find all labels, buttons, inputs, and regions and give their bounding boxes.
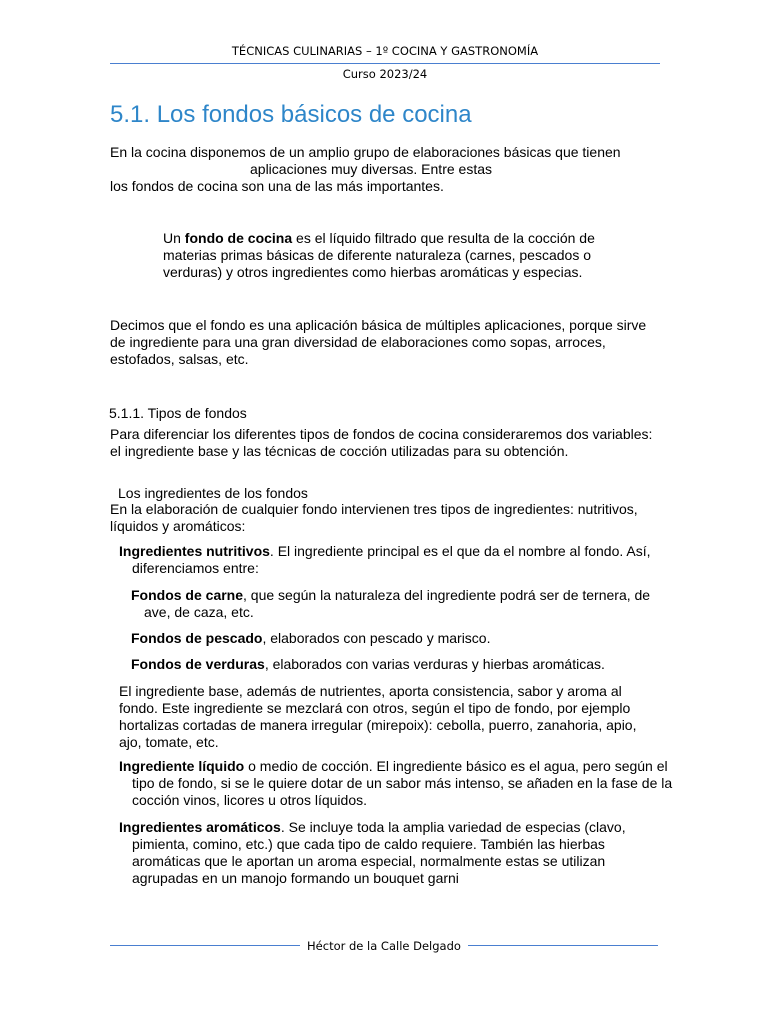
section-title: 5.1. Los fondos básicos de cocina	[110, 101, 472, 128]
verduras-term: Fondos de verduras	[131, 656, 265, 672]
footer-rule-right	[468, 945, 658, 946]
aromaticos-text: . Se incluye toda la amplia variedad de especias (clavo, pimienta, comino, etc.) que cada tipo de caldo requiere. También las hierbas aromáticas que le aportan un aroma especial, normalmente estas se utilizan agrupadas en un manojo formando un bouquet garni	[132, 819, 626, 886]
definition-pre: Un	[163, 230, 185, 246]
aromaticos-term: Ingredientes aromáticos	[119, 819, 281, 835]
footer-rule-left	[110, 945, 300, 946]
types-paragraph: Para diferenciar los diferentes tipos de fondos de cocina consideraremos dos variables: el ingrediente base y las técnicas de cocción utilizadas para su obtención.	[110, 426, 653, 459]
header-title: TÉCNICAS CULINARIAS – 1º COCINA Y GASTRONOMÍA	[231, 44, 539, 58]
liquido-item	[119, 758, 677, 809]
header-course: Curso 2023/24	[342, 67, 428, 81]
base-paragraph: El ingrediente base, además de nutrientes, aporta consistencia, sabor y aroma al fondo. Este ingrediente se mezclará con otros, según el tipo de fondo, por ejemplo hortalizas cortadas de manera irregular (mirepoix): cebolla, puerro, zanahoria, apio, ajo, tomate, etc.	[119, 683, 637, 750]
header-rule	[110, 63, 660, 64]
pescado-text: , elaborados con pescado y marisco.	[262, 630, 491, 646]
usage-paragraph: Decimos que el fondo es una aplicación básica de múltiples aplicaciones, porque sirve de ingrediente para una gran diversidad de elaboraciones como sopas, arroces, estofados, salsas, etc.	[110, 317, 647, 367]
definition-term: fondo de cocina	[184, 230, 293, 246]
carne-text: , que según la naturaleza del ingrediente podrá ser de ternera, de ave, de caza, etc.	[144, 587, 651, 620]
footer-author: Héctor de la Calle Delgado	[307, 939, 461, 953]
carne-term: Fondos de carne	[131, 587, 244, 603]
nutritivos-item	[119, 543, 677, 577]
liquido-text: o medio de cocción. El ingrediente básico es el agua, pero según el tipo de fondo, si se le quiere dotar de un sabor más intenso, se añaden en la fase de la cocción vinos, licores u otros líquidos.	[132, 758, 673, 808]
nutritivos-term: Ingredientes nutritivos	[119, 543, 270, 559]
intro-line-2: aplicaciones muy diversas. Entre estas	[250, 161, 492, 177]
liquido-term: Ingrediente líquido	[119, 758, 245, 774]
pescado-term: Fondos de pescado	[131, 630, 263, 646]
subsection-title: 5.1.1. Tipos de fondos	[109, 405, 247, 421]
carne-item	[131, 587, 674, 621]
intro-line-3: los fondos de cocina son una de las más importantes.	[110, 178, 444, 194]
verduras-item	[131, 656, 661, 673]
ingredients-heading: Los ingredientes de los fondos	[118, 485, 308, 501]
intro-line-1: En la cocina disponemos de un amplio grupo de elaboraciones básicas que tienen	[110, 144, 621, 160]
verduras-text: , elaborados con varias verduras y hierbas aromáticas.	[264, 656, 605, 672]
aromaticos-item	[119, 819, 667, 887]
intro-paragraph	[110, 144, 670, 195]
pescado-item	[131, 630, 661, 647]
definition-paragraph	[163, 230, 613, 281]
ingredients-intro: En la elaboración de cualquier fondo intervienen tres tipos de ingredientes: nutritivos, líquidos y aromáticos:	[110, 501, 638, 534]
definition-post: es el líquido filtrado que resulta de la cocción de materias primas básicas de diferente naturaleza (carnes, pescados o verduras) y otros ingredientes como hierbas aromáticas y especias.	[163, 230, 595, 280]
nutritivos-text: . El ingrediente principal es el que da el nombre al fondo. Así, diferenciamos entre:	[132, 543, 651, 576]
